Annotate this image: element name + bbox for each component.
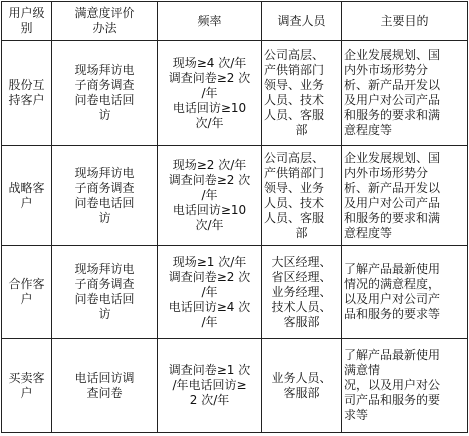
- header-row: [2, 2, 468, 41]
- header-cell-frequency: 频率: [158, 2, 262, 41]
- cell-frequency: 现场≥2 次/年 调查问卷≥2 次 /年 电话回访≥10 次/年: [158, 146, 262, 246]
- cell-method: 电话回访调 查问卷: [52, 339, 158, 433]
- cell-purpose: 了解产品最新使用 满意情 况，以及用户对公 司产品和服务的要 求等: [342, 339, 468, 433]
- header-cell-staff: 调查人员: [262, 2, 342, 41]
- cell-staff: 业务人员、 客服部: [262, 339, 342, 433]
- cell-method: 现场拜访电 子商务调查 问卷电话回 访: [52, 246, 158, 339]
- cell-staff: 公司高层、 产供销部门 领导、业务 人员、技术 人员、客服 部: [262, 41, 342, 146]
- cell-method: 现场拜访电 子商务调查 问卷电话回 访: [52, 41, 158, 146]
- cell-level: 买卖客 户: [2, 339, 52, 433]
- table-row: [2, 41, 468, 146]
- header-cell-method: 满意度评价 办法: [52, 2, 158, 41]
- cell-level: 合作客 户: [2, 246, 52, 339]
- cell-frequency: 现场≥4 次/年 调查问卷≥2 次 /年 电话回访≥10 次/年: [158, 41, 262, 146]
- cell-frequency: 现场≥1 次/年 调查问卷≥2 次 /年 电话回访≥4 次 /年: [158, 246, 262, 339]
- cell-frequency: 调查问卷≥1 次 /年电话回访≥ 2 次/年: [158, 339, 262, 433]
- cell-purpose: 企业发展规划、国 内外市场形势分 析、新产品开发以 及用户对公司产品 和服务的要求和满 意程度等: [342, 146, 468, 246]
- table-row: [2, 339, 468, 433]
- header-cell-purpose: 主要目的: [342, 2, 468, 41]
- cell-staff: 大区经理、 省区经理、 业务经理、 技术人员、 客服部: [262, 246, 342, 339]
- cell-purpose: 企业发展规划、国 内外市场形势分 析、新产品开发以 及用户对公司产品 和服务的要求和满 意程度等: [342, 41, 468, 146]
- header-cell-level: 用户级 别: [2, 2, 52, 41]
- cell-level: 战略客 户: [2, 146, 52, 246]
- cell-method: 现场拜访电 子商务调查 问卷电话回 访: [52, 146, 158, 246]
- table-row: [2, 246, 468, 339]
- table-row: [2, 146, 468, 246]
- cell-purpose: 了解产品最新使用 情况的满意程度， 以及用户对公司产 品和服务的要求等: [342, 246, 468, 339]
- cell-staff: 公司高层、 产供销部门 领导、业务 人员、技术 人员、客服 部: [262, 146, 342, 246]
- customer-satisfaction-table: [1, 1, 468, 433]
- cell-level: 股份互 持客户: [2, 41, 52, 146]
